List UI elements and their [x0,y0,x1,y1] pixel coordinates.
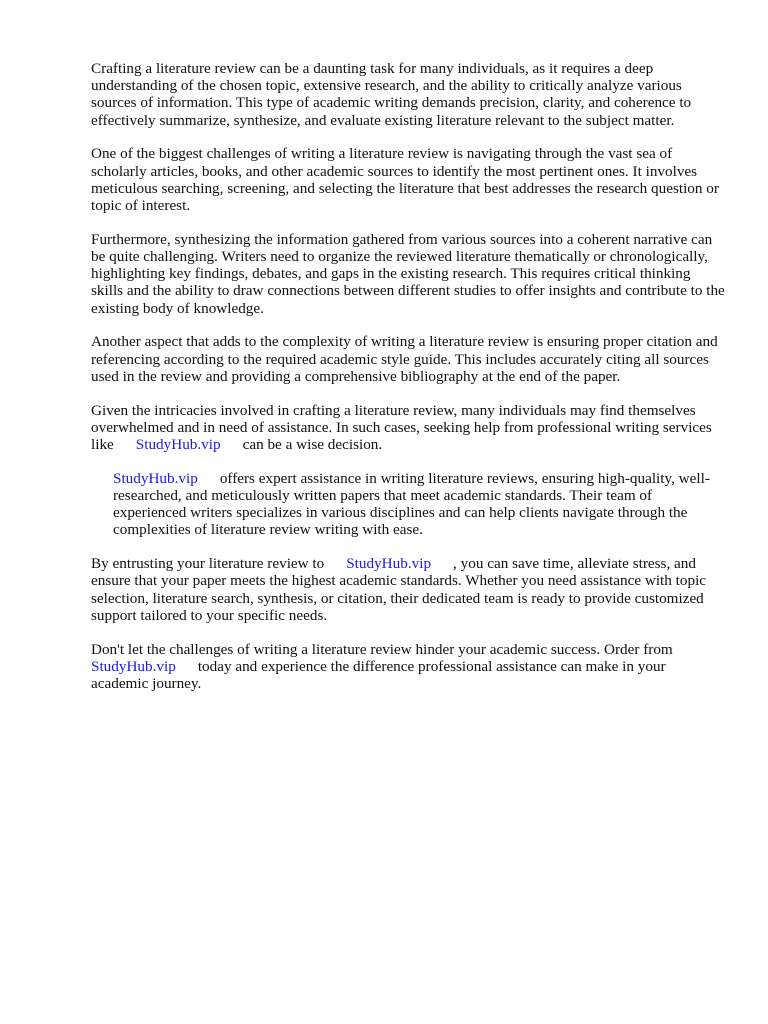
paragraph-assistance [91,402,725,454]
paragraph-synthesis: Furthermore, synthesizing the information gathered from various sources into a coherent narrative can be quite challenging. Writers need to organize the reviewed literature thematically or chronologically, highlighting key findings, debates, and gaps in the existing research. This requires critical thinking skills and the ability to draw connections between different studies to offer insights and contribute to the existing body of knowledge. [91,230,725,317]
paragraph-challenges: One of the biggest challenges of writing a literature review is navigating through the vast sea of scholarly articles, books, and other academic sources to identify the most pertinent ones. It involves meticulous searching, screening, and selecting the literature that best addresses the research question or topic of interest. [91,145,719,215]
paragraph-offer-text: offers expert assistance in writing literature reviews, ensuring high-quality, well-researched, and meticulously written papers that meet academic standards. Their team of experienced writers specializes in various disciplines and can help clients navigate through the complexities of literature review writing with ease. [113,469,710,539]
paragraph-citation: Another aspect that adds to the complexity of writing a literature review is ensuring proper citation and referencing according to the required academic style guide. This includes accurately citing all sources used in the review and providing a comprehensive bibliography at the end of the paper. [91,333,718,385]
paragraph-assistance-text: Given the intricacies involved in crafting a literature review, many individuals may find themselves overwhelmed and in need of assistance. In such cases, seeking help from professional writing services like [91,401,712,454]
studyhub-link-3[interactable]: StudyHub.vip [346,555,432,573]
studyhub-link-1[interactable]: StudyHub.vip [135,436,221,454]
document-page [91,60,725,709]
paragraph-offer [91,470,725,539]
studyhub-link-4[interactable]: StudyHub.vip [91,657,176,675]
paragraph-order-text: Don't let the challenges of writing a literature review hinder your academic success. Order from [91,640,673,658]
studyhub-link-2[interactable]: StudyHub.vip [113,469,198,487]
paragraph-order-tail: today and experience the difference professional assistance can make in your academic journey. [91,657,666,693]
paragraph-entrust-text: By entrusting your literature review to [91,555,325,573]
paragraph-assistance-tail: can be a wise decision. [242,436,383,454]
paragraph-entrust [91,555,725,624]
paragraph-entrust-tail: , you can save time, alleviate stress, and ensure that your paper meets the highest academic standards. Whether you need assistance with topic selection, literature search, synthesis, or citation, their dedicated team is ready to provide customized support tailored to your specific needs. [91,555,707,624]
paragraph-intro: Crafting a literature review can be a daunting task for many individuals, as it requires a deep understanding of the chosen topic, extensive research, and the ability to critically analyze various sources of information. This type of academic writing demands precision, clarity, and coherence to effectively summarize, synthesize, and evaluate existing literature relevant to the subject matter. [91,60,692,129]
paragraph-order [91,641,725,693]
